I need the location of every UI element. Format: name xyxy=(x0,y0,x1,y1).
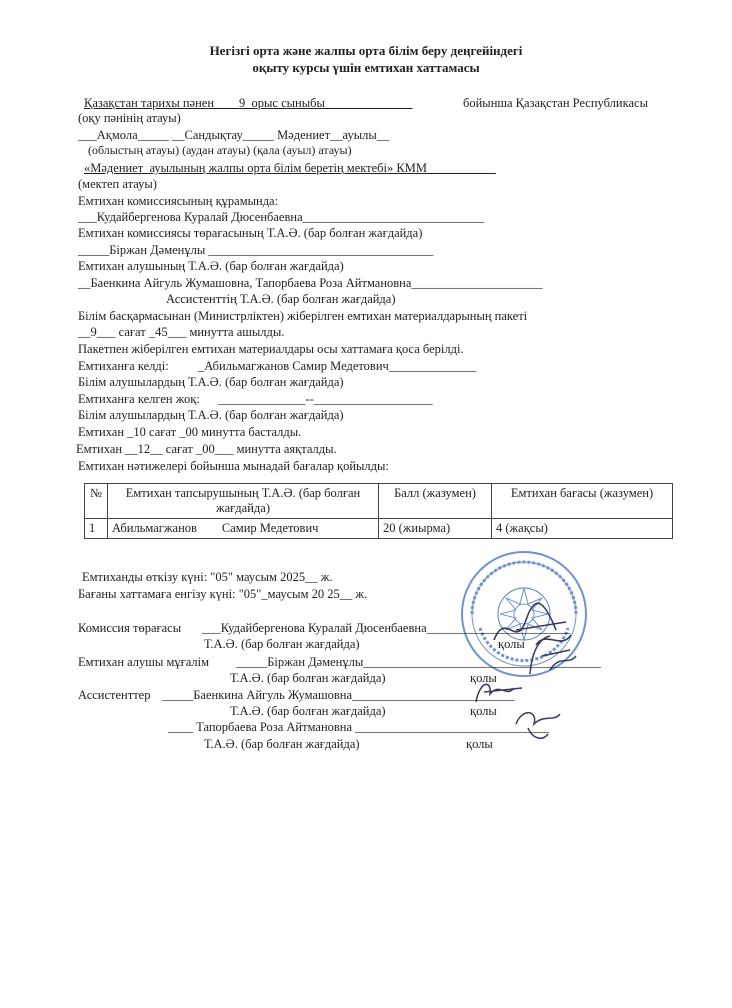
commission-chair-name: ___Кудайбергенова Куралай Дюсенбаевна_____________________________ xyxy=(78,210,484,224)
table-header-name: Емтихан тапсырушының Т.А.Ә. (бар болған жағдайда) xyxy=(108,484,379,519)
sign-examiner-caption: Т.А.Ә. (бар болған жағдайда) xyxy=(230,671,386,685)
sign-assistant1-name: _____Баенкина Айгуль Жумашовна__________________________ xyxy=(162,688,515,702)
commission-examiner-caption: Емтихан алушының Т.А.Ә. (бар болған жағдайда) xyxy=(78,259,344,273)
sign-assistant2-name: ____ Тапорбаева Роза Айтмановна _______________________________ xyxy=(168,720,549,734)
school-line: «Мәдениет_ауылының жалпы орта білім беретің мектебі» КММ___________ xyxy=(84,161,496,175)
table-header-grade: Емтихан бағасы (жазумен) xyxy=(492,484,673,519)
exam-end: Емтихан __12__ сағат _00___ минутта аяқталды. xyxy=(76,442,337,456)
sign-assistant2-caption: Т.А.Ә. (бар болған жағдайда) xyxy=(204,737,360,751)
subject-line: Қазақстан тарихы пәнен____9_орыс сыныбы______________ xyxy=(84,96,413,110)
table-row xyxy=(85,519,673,539)
sign-assistant1-caption: Т.А.Ә. (бар болған жағдайда) xyxy=(230,704,386,718)
table-header-score: Балл (жазумен) xyxy=(379,484,492,519)
sign-chair-caption: Т.А.Ә. (бар болған жағдайда) xyxy=(204,637,360,651)
table-header-number: № xyxy=(85,484,108,519)
attendance-came-label: Емтиханға келді: xyxy=(78,359,169,373)
sign-assistant2-sign-word: қолы xyxy=(466,737,493,751)
subject-tail: бойынша Қазақстан Республикасы xyxy=(463,96,648,110)
sign-chair-sign-word: қолы xyxy=(498,637,525,651)
attendance-absent-value: ______________--___________________ xyxy=(218,392,433,406)
results-table xyxy=(84,483,673,539)
document-title-line2: оқыту курсы үшін емтихан хаттамасы xyxy=(252,60,480,75)
sign-assistants-label: Ассистенттер xyxy=(78,688,151,702)
exam-date: Емтиханды өткізу күні: "05" маусым 2025__ ж. xyxy=(82,570,333,584)
attendance-came-caption: Білім алушылардың Т.А.Ә. (бар болған жағдайда) xyxy=(78,375,344,389)
results-intro: Емтихан нәтижелері бойынша мынадай бағалар қойылды: xyxy=(78,459,389,473)
commission-assistants-caption: Ассистенттің Т.А.Ә. (бар болған жағдайда) xyxy=(166,292,396,306)
table-cell-grade: 4 (жақсы) xyxy=(492,519,673,539)
commission-label: Емтихан комиссиясының құрамында: xyxy=(78,194,279,208)
attendance-came-value: _Абильмагжанов Самир Медетович______________ xyxy=(198,359,477,373)
attendance-absent-label: Емтиханға келген жоқ: xyxy=(78,392,200,406)
package-line2: __9___ сағат _45___ минутта ашылды. xyxy=(78,325,285,339)
sign-examiner-name: _____Біржан Дәменұлы______________________________________ xyxy=(236,655,601,669)
commission-examiner-name: _____Біржан Дәменұлы ____________________________________ xyxy=(78,243,434,257)
location-line: ___Ақмола_____ __Сандықтау_____ Мәдениет__ауылы__ xyxy=(78,128,390,142)
commission-chair-caption: Емтихан комиссиясы төрағасының Т.А.Ә. (бар болған жағдайда) xyxy=(78,226,423,240)
document-title-line1: Негізгі орта және жалпы орта білім беру деңгейіндегі xyxy=(209,43,523,58)
sign-chair-label: Комиссия төрағасы xyxy=(78,621,182,635)
package-line3: Пакетпен жіберілген емтихан материалдары осы хаттамаға қоса берілді. xyxy=(78,342,464,356)
subject-caption: (оқу пәнінің атауы) xyxy=(78,111,181,125)
table-header-row xyxy=(85,484,673,519)
sign-examiner-label: Емтихан алушы мұғалім xyxy=(78,655,210,669)
school-caption: (мектеп атауы) xyxy=(78,177,157,191)
examiner-signature xyxy=(520,630,580,678)
sign-assistant1-sign-word: қолы xyxy=(470,704,497,718)
location-captions: (облыстың атауы) (аудан атауы) (қала (ауыл) атауы) xyxy=(88,143,352,157)
table-cell-score: 20 (жиырма) xyxy=(379,519,492,539)
table-cell-number: 1 xyxy=(85,519,108,539)
sign-chair-name: ___Кудайбергенова Куралай Дюсенбаевна_______________________ xyxy=(202,621,571,635)
exam-start: Емтихан _10 сағат _00 минутта басталды. xyxy=(78,425,302,439)
table-cell-name: Абильмагжанов Самир Медетович xyxy=(108,519,379,539)
commission-assistants-name: __Баенкина Айгуль Жумашовна, Тапорбаева Роза Айтмановна_____________________ xyxy=(78,276,543,290)
attendance-absent-caption: Білім алушылардың Т.А.Ә. (бар болған жағдайда) xyxy=(78,408,344,422)
sign-examiner-sign-word: қолы xyxy=(470,671,497,685)
entry-date: Бағаны хаттамаға енгізу күні: "05"_маусым 20 25__ ж. xyxy=(78,587,368,601)
package-line1: Білім басқармасынан (Министрліктен) жіберілген емтихан материалдарының пакеті xyxy=(78,309,528,323)
